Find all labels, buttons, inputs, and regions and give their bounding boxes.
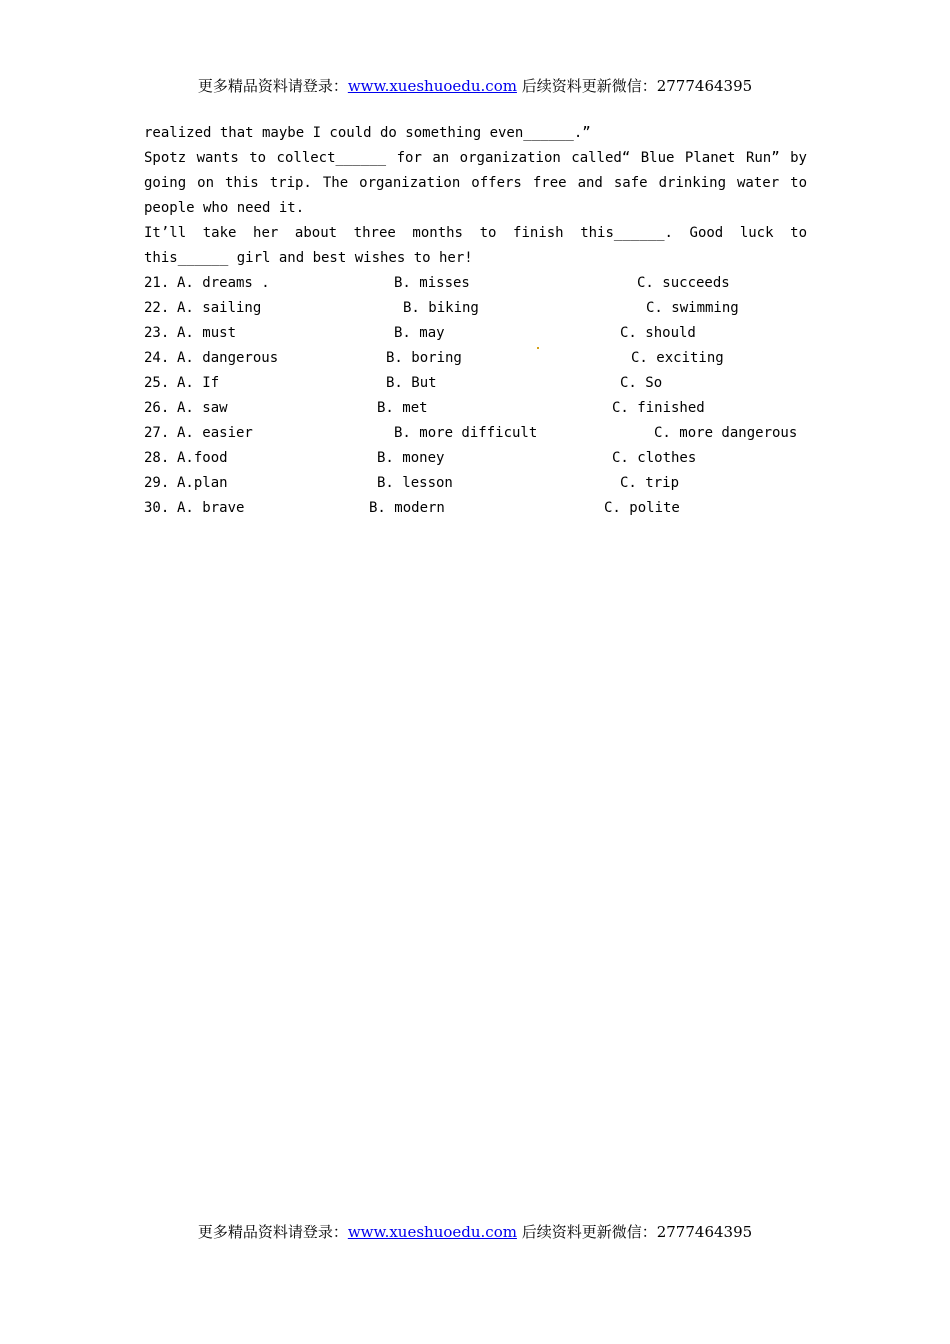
option-c: C. more dangerous: [654, 425, 798, 441]
question-number: 27.: [144, 425, 170, 441]
option-b: B. money: [377, 450, 445, 466]
passage-paragraph-3: It’ll take her about three months to finish this______. Good luck to this______ girl and best wishes to her!: [144, 225, 807, 266]
option-b: B. But: [386, 375, 437, 391]
question-25: [144, 371, 807, 396]
header-suffix: 后续资料更新微信：2777464395: [516, 77, 753, 95]
option-c: C. succeeds: [637, 275, 730, 291]
option-a: A. easier: [177, 425, 253, 441]
header-link[interactable]: www.xueshuoedu.com: [347, 77, 517, 95]
question-number: 28.: [144, 450, 170, 466]
passage-paragraph-2: Spotz wants to collect______ for an organization called“ Blue Planet Run” by going on this trip. The organization offers free and safe drinking water to people who need it.: [144, 150, 807, 216]
option-c: C. exciting: [631, 350, 724, 366]
question-26: [144, 396, 807, 421]
option-c: C. clothes: [612, 450, 697, 466]
option-b: B. biking: [403, 300, 479, 316]
option-a: A.plan: [177, 475, 228, 491]
stray-dot-mark: [537, 347, 539, 349]
question-number: 23.: [144, 325, 170, 341]
question-29: [144, 471, 807, 496]
option-b: B. may: [394, 325, 445, 341]
page-footer: [0, 1221, 950, 1242]
option-a: A. must: [177, 325, 237, 341]
question-24: [144, 346, 807, 371]
option-c: C. should: [620, 325, 696, 341]
footer-suffix: 后续资料更新微信：2777464395: [516, 1223, 753, 1241]
page-header: [0, 75, 950, 96]
option-c: C. swimming: [646, 300, 739, 316]
question-number: 21.: [144, 275, 170, 291]
header-prefix: 更多精品资料请登录：: [197, 77, 348, 95]
option-b: B. met: [377, 400, 428, 416]
question-22: [144, 296, 807, 321]
question-number: 22.: [144, 300, 170, 316]
option-c: C. finished: [612, 400, 705, 416]
footer-link[interactable]: www.xueshuoedu.com: [347, 1223, 517, 1241]
option-a: A. If: [177, 375, 220, 391]
question-30: [144, 496, 807, 521]
option-b: B. misses: [394, 275, 470, 291]
option-a: A.food: [177, 450, 228, 466]
question-number: 26.: [144, 400, 170, 416]
footer-prefix: 更多精品资料请登录：: [197, 1223, 348, 1241]
exercise-body: [144, 121, 807, 521]
question-23: [144, 321, 807, 346]
option-a: A. dangerous: [177, 350, 279, 366]
option-b: B. modern: [369, 500, 445, 516]
option-b: B. more difficult: [394, 425, 538, 441]
option-c: C. trip: [620, 475, 680, 491]
question-number: 25.: [144, 375, 170, 391]
question-number: 29.: [144, 475, 170, 491]
option-c: C. polite: [604, 500, 680, 516]
option-c: C. So: [620, 375, 663, 391]
option-a: A. dreams .: [177, 275, 270, 291]
question-27: [144, 421, 807, 446]
option-a: A. saw: [177, 400, 228, 416]
question-28: [144, 446, 807, 471]
question-21: [144, 271, 807, 296]
passage-line-1: realized that maybe I could do something even______.”: [144, 125, 591, 141]
option-a: A. brave: [177, 500, 245, 516]
question-number: 30.: [144, 500, 170, 516]
option-b: B. lesson: [377, 475, 453, 491]
option-a: A. sailing: [177, 300, 262, 316]
question-number: 24.: [144, 350, 170, 366]
option-b: B. boring: [386, 350, 462, 366]
